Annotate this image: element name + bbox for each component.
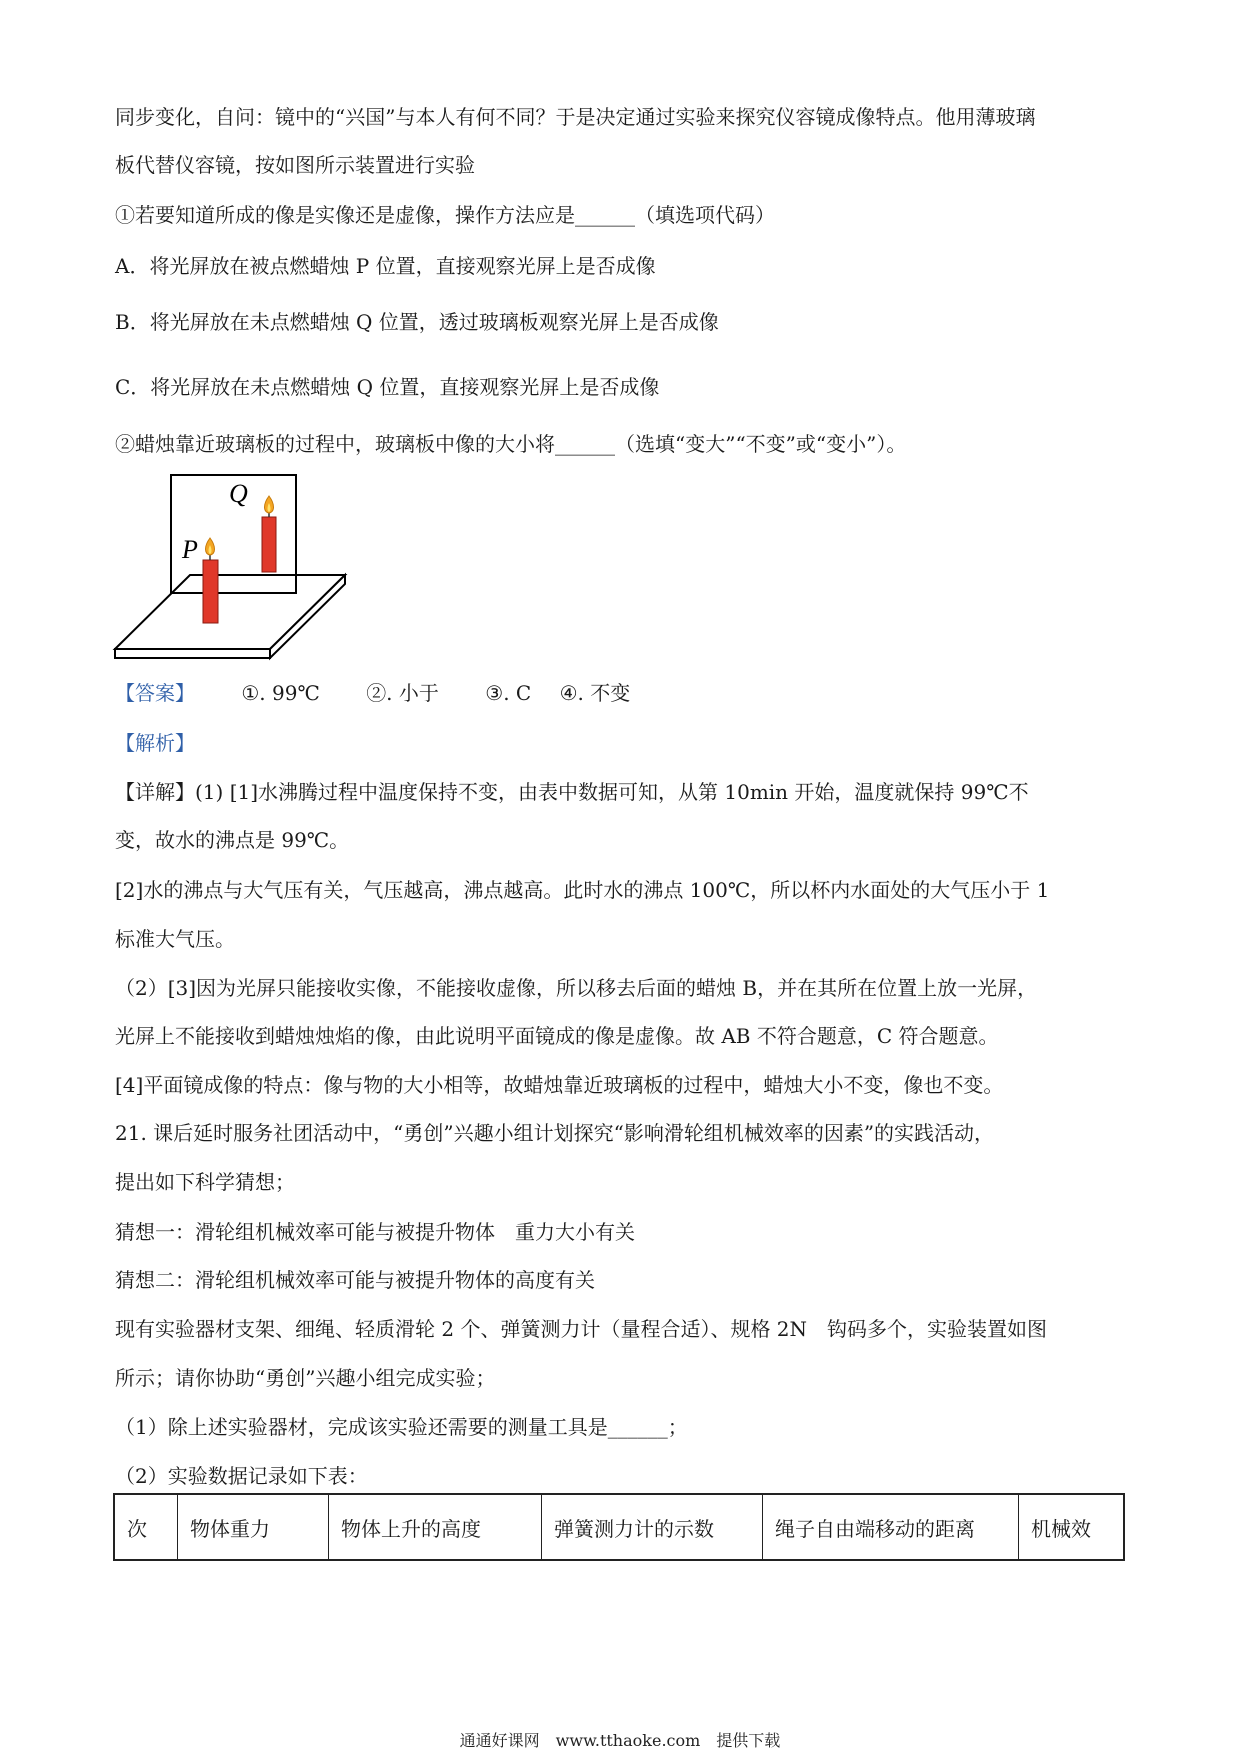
detail-line: 光屏上不能接收到蜡烛烛焰的像，由此说明平面镜成的像是虚像。故 AB 不符合题意，C 符合题意。 xyxy=(115,1024,999,1048)
question-2: ②蜡烛靠近玻璃板的过程中，玻璃板中像的大小将______（选填“变大”“不变”或“变小”）。 xyxy=(115,432,907,456)
experiment-figure xyxy=(112,472,352,672)
table-edge-front xyxy=(115,649,270,658)
answer-1: ①. 99℃ xyxy=(241,681,320,705)
detail-tag: 【详解】 xyxy=(115,780,195,804)
header-cell: 绳子自由端移动的距离 xyxy=(763,1494,1019,1560)
option-b: B．将光屏放在未点燃蜡烛 Q 位置，透过玻璃板观察光屏上是否成像 xyxy=(115,310,719,334)
sub-question-1: （1）除上述实验器材，完成该实验还需要的测量工具是______； xyxy=(115,1415,688,1439)
analysis-tag: 【解析】 xyxy=(115,731,195,755)
page-footer: 通通好课网 www.tthaoke.com 提供下载 xyxy=(459,1731,781,1750)
text-line: 提出如下科学猜想； xyxy=(115,1170,295,1194)
header-cell: 次 xyxy=(114,1494,178,1560)
option-a: A．将光屏放在被点燃蜡烛 P 位置，直接观察光屏上是否成像 xyxy=(115,254,656,278)
sub-question-2: （2）实验数据记录如下表： xyxy=(115,1464,368,1488)
answer-line xyxy=(115,679,630,707)
detail-line: [2]水的沸点与大气压有关，气压越高，沸点越高。此时水的沸点 100℃，所以杯内水面处的大气压小于 1 xyxy=(115,878,1050,902)
header-cell: 弹簧测力计的示数 xyxy=(542,1494,763,1560)
detail-line: [4]平面镜成像的特点：像与物的大小相等，故蜡烛靠近玻璃板的过程中，蜡烛大小不变，像也不变。 xyxy=(115,1073,1004,1097)
guess-1: 猜想一：滑轮组机械效率可能与被提升物体 重力大小有关 xyxy=(115,1220,635,1244)
table-header-row xyxy=(114,1494,1124,1560)
detail-line xyxy=(115,778,1029,806)
answer-2: ②. 小于 xyxy=(366,681,439,705)
detail-text: (1) [1]水沸腾过程中温度保持不变，由表中数据可知，从第 10min 开始，温度就保持 99℃不 xyxy=(195,780,1029,804)
detail-line: （2）[3]因为光屏只能接收实像，不能接收虚像，所以移去后面的蜡烛 B，并在其所在位置上放一光屏， xyxy=(115,976,1038,1000)
option-c: C．将光屏放在未点燃蜡烛 Q 位置，直接观察光屏上是否成像 xyxy=(115,375,660,399)
data-table xyxy=(113,1493,1125,1561)
equipment-line: 现有实验器材支架、细绳、轻质滑轮 2 个、弹簧测力计（量程合适）、规格 2N 钩码多个，实验装置如图 xyxy=(115,1317,1048,1341)
guess-2: 猜想二：滑轮组机械效率可能与被提升物体的高度有关 xyxy=(115,1268,595,1292)
equipment-line: 所示；请你协助“勇创”兴趣小组完成实验； xyxy=(115,1366,496,1390)
detail-line: 标准大气压。 xyxy=(115,927,235,951)
header-cell: 物体上升的高度 xyxy=(329,1494,542,1560)
text-line: 同步变化，自问：镜中的“兴国”与本人有何不同？于是决定通过实验来探究仪容镜成像特点。他用薄玻璃 xyxy=(115,105,1036,129)
label-p: P xyxy=(182,535,198,564)
header-cell: 机械效 xyxy=(1019,1494,1125,1560)
answer-4: ④. 不变 xyxy=(559,681,631,705)
question-21: 21. 课后延时服务社团活动中，“勇创”兴趣小组计划探究“影响滑轮组机械效率的因素”的实践活动， xyxy=(115,1121,995,1145)
candle-q xyxy=(262,517,276,572)
answer-tag: 【答案】 xyxy=(115,681,195,705)
candle-p xyxy=(203,560,218,623)
text-line: 板代替仪容镜，按如图所示装置进行实验 xyxy=(115,153,475,177)
label-q: Q xyxy=(229,479,248,508)
header-cell: 物体重力 xyxy=(178,1494,329,1560)
answer-3: ③. C xyxy=(485,681,532,705)
question-1: ①若要知道所成的像是实像还是虚像，操作方法应是______（填选项代码） xyxy=(115,203,775,227)
detail-line: 变，故水的沸点是 99℃。 xyxy=(115,828,350,852)
